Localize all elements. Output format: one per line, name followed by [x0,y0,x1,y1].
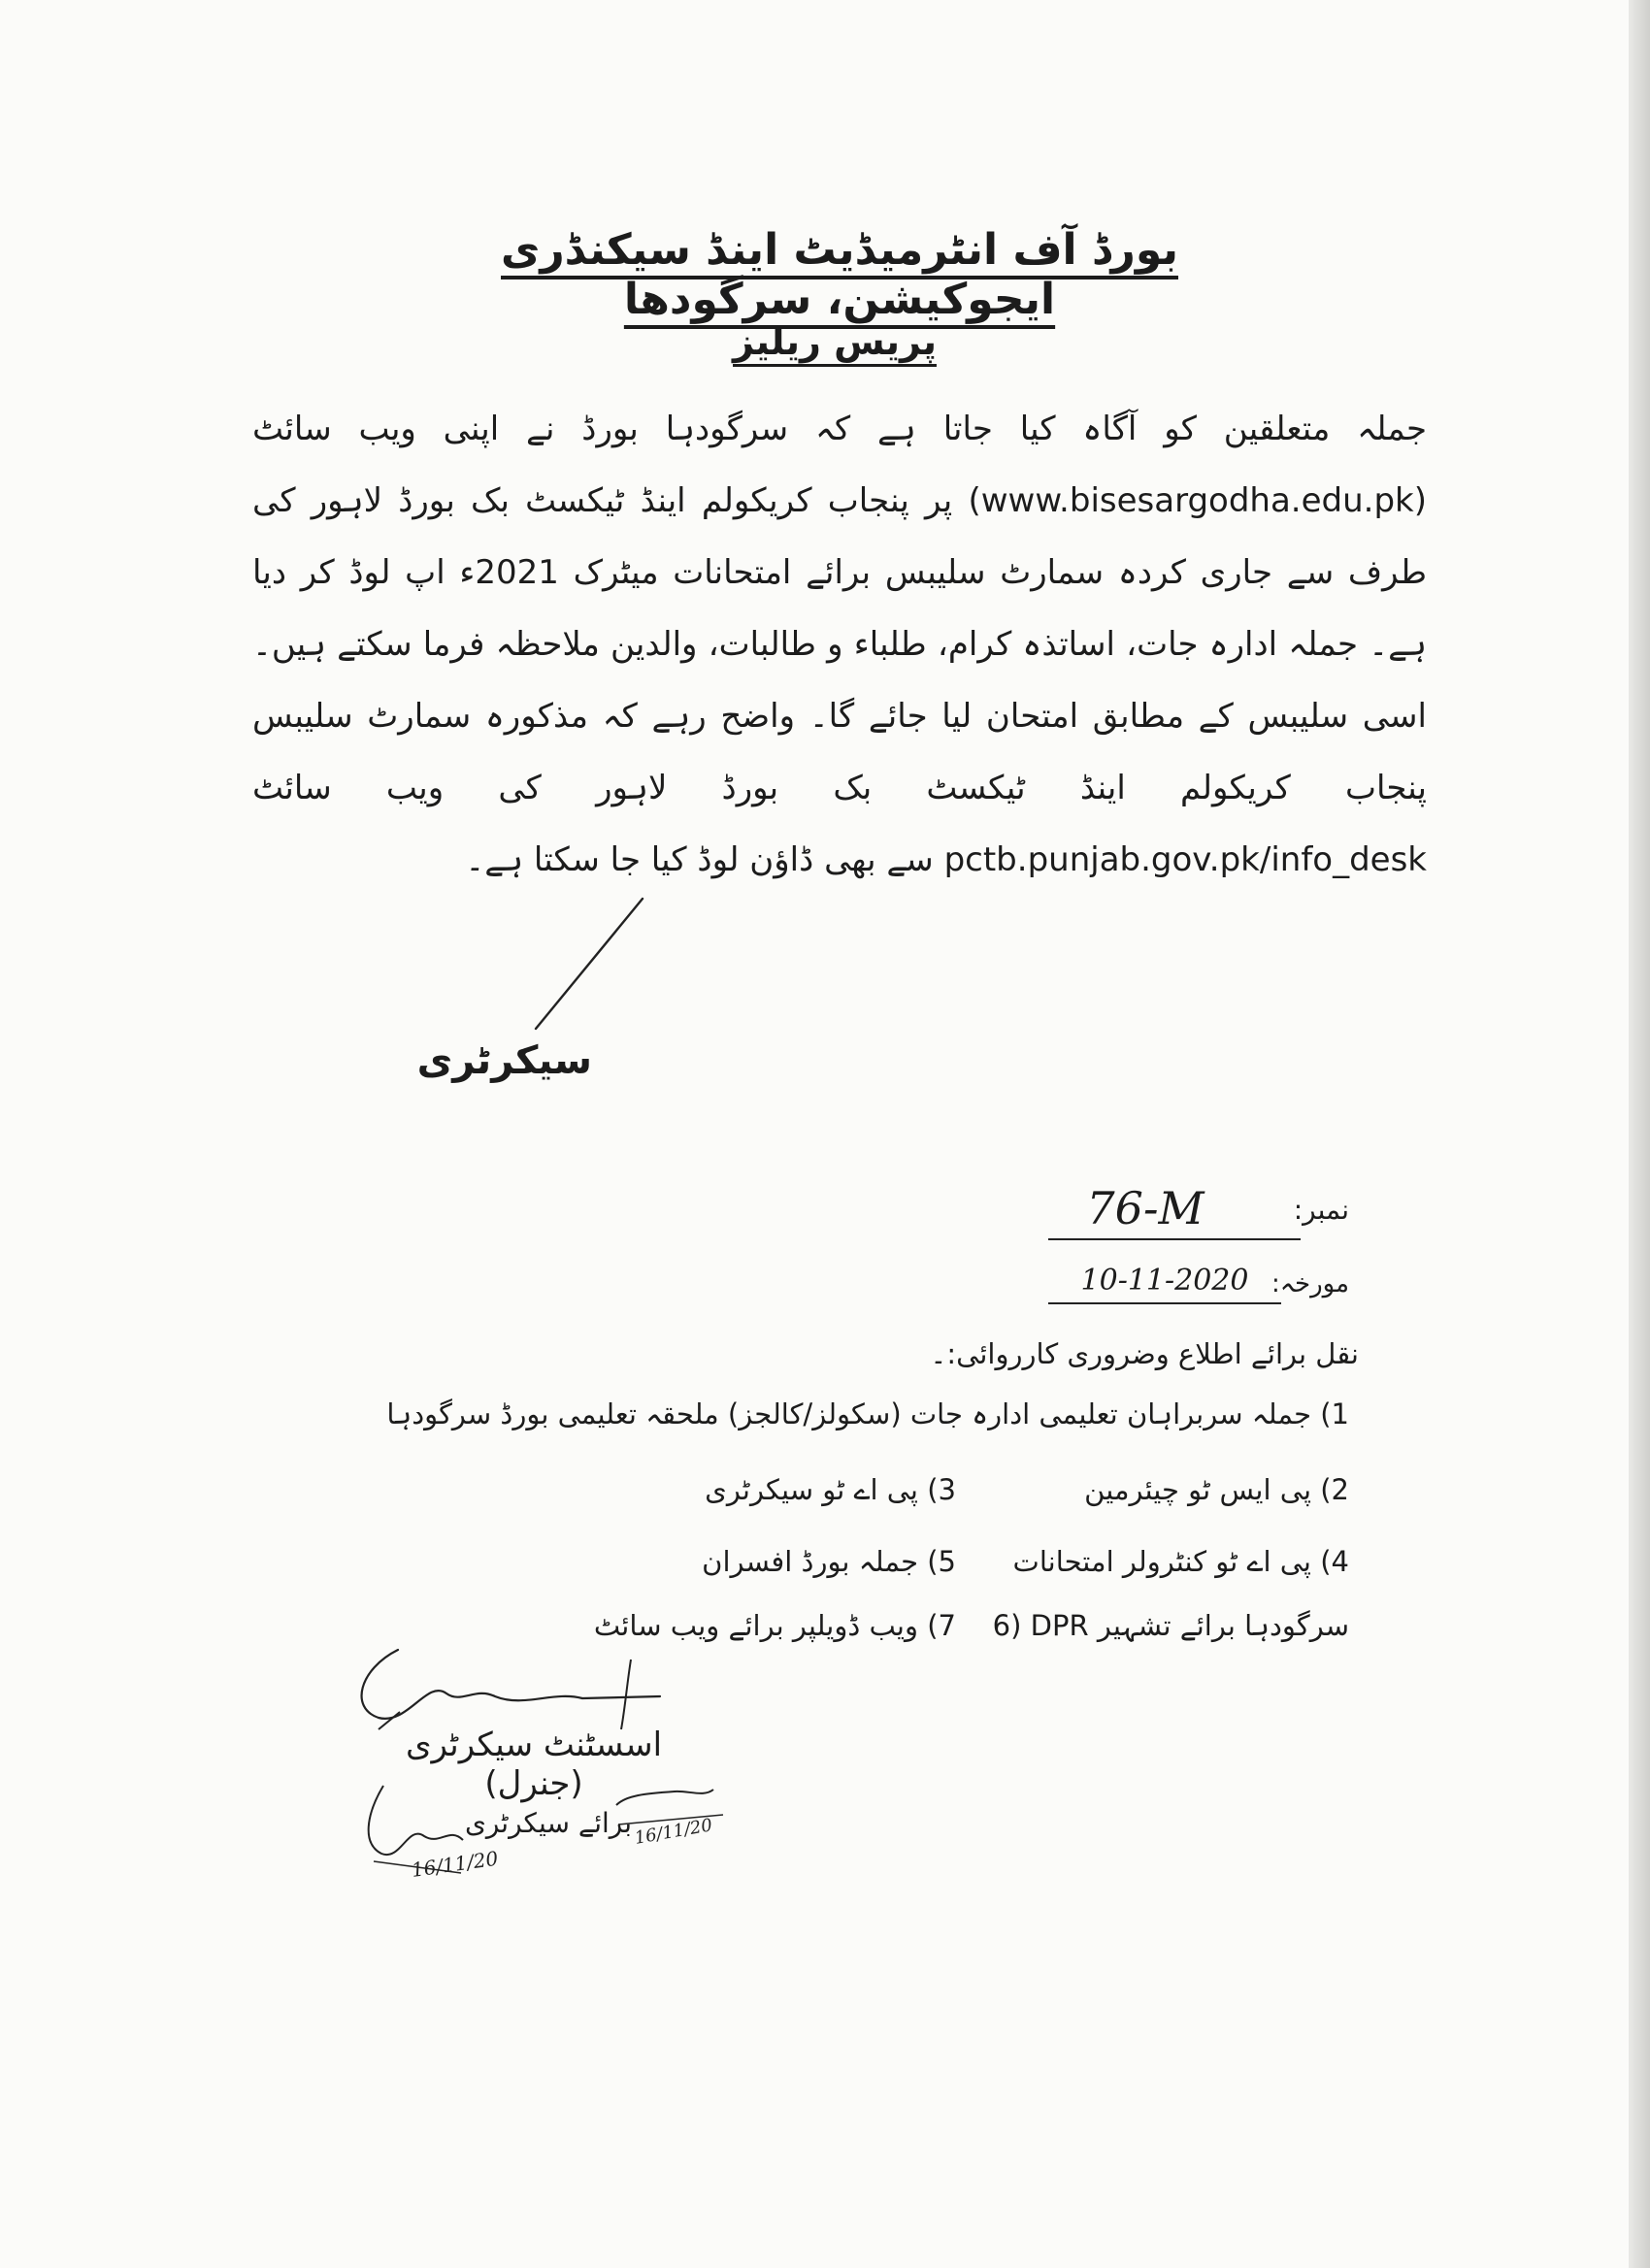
reference-number-underline [1048,1238,1301,1240]
document-subtitle: پریس ریلیز [733,320,937,363]
svg-text:16/11/20: 16/11/20 [633,1815,714,1849]
reference-number-label: نمبر: [1293,1194,1349,1226]
date-underline [1048,1302,1281,1304]
copy-item-7: 7) ویب ڈویلپر برائے ویب سائٹ [593,1609,956,1642]
svg-text:16/11/20: 16/11/20 [410,1846,500,1882]
page-edge [1629,0,1650,2268]
copy-item-4: 4) پی اے ٹو کنٹرولر امتحانات [1012,1545,1349,1578]
assistant-signature [340,1640,689,1737]
reference-number-value: 76-M [1086,1182,1204,1234]
press-release-body: جملہ متعلقین کو آگاہ کیا جاتا ہے کہ سرگودہا بورڈ نے اپنی ویب سائٹ (www.bisesargodha.edu.pk) پر پنجاب کریکولم اینڈ ٹیکسٹ بک بورڈ لاہور کی طرف سے جاری کردہ سمارٹ سلیبس برائے امتحانات میٹرک 2021ء اپ لوڈ کر دیا ہے۔ جملہ ادارہ جات، اساتذہ کرام، طلباء و طالبات، والدین ملاحظہ فرما سکتے ہیں۔ اسی سلیبس کے مطابق امتحان لیا جائے گا۔ واضح رہے کہ مذکورہ سمارٹ سلیبس پنجاب کریکولم اینڈ ٹیکسٹ بک بورڈ لاہور کی ویب سائٹ pctb.punjab.gov.pk/info_desk سے بھی ڈاؤن لوڈ کیا جا سکتا ہے۔ [252,410,1428,879]
copy-item-3: 3) پی اے ٹو سیکرٹری [705,1473,956,1506]
secretary-signature [524,893,650,1038]
for-secretary-note: برائے سیکرٹری [464,1807,633,1839]
document-title: بورڈ آف انٹرمیڈیٹ اینڈ سیکنڈری ایجوکیشن، سرگودھا [501,225,1178,324]
copy-to-heading: نقل برائے اطلاع وضروری کارروائی:۔ [930,1337,1359,1370]
copy-item-6: 6) DPR سرگودہا برائے تشہیر [992,1609,1349,1642]
copy-item-1: 1) جملہ سربراہان تعلیمی ادارہ جات (سکولز/کالجز) ملحقہ تعلیمی بورڈ سرگودہا [386,1397,1349,1430]
copy-item-2: 2) پی ایس ٹو چیئرمین [1084,1473,1349,1506]
date-value: 10-11-2020 [1080,1264,1249,1298]
signatory-title: سیکرٹری [416,1038,592,1083]
assistant-secretary-title: اسسٹنٹ سیکرٹری (جنرل) [405,1726,663,1803]
date-label: مورخہ: [1271,1269,1349,1298]
copy-item-5: 5) جملہ بورڈ افسران [702,1545,956,1578]
